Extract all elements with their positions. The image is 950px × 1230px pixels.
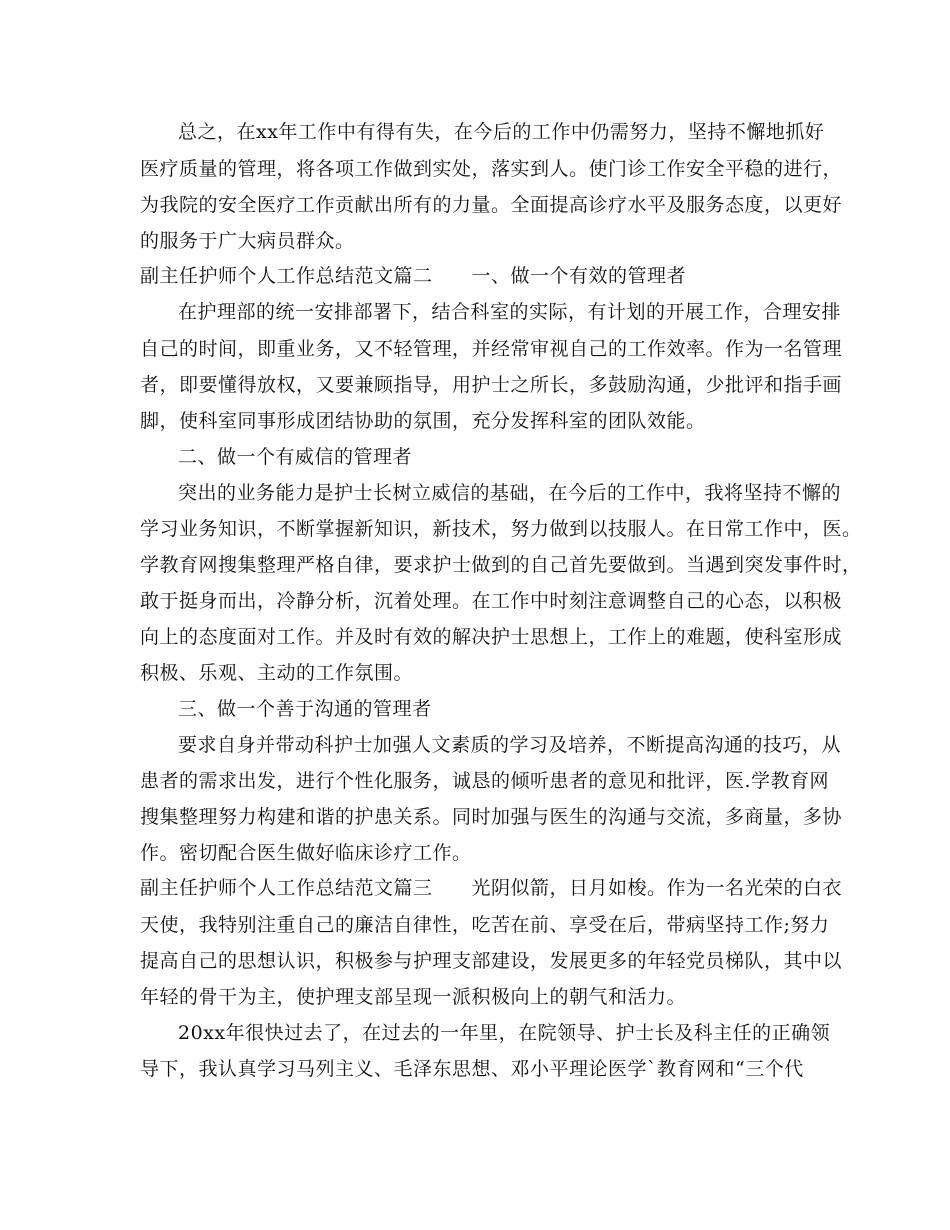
paragraph-line: 学教育网搜集整理严格自律，要求护士做到的自己首先要做到。当遇到突发事件时，: [140, 554, 862, 576]
paragraph-line: 医疗质量的管理，将各项工作做到实处，落实到人。使门诊工作安全平稳的进行，: [140, 158, 843, 180]
paragraph-line: 导下，我认真学习马列主义、毛泽东思想、邓小平理论医学`教育网和“三个代: [140, 1058, 804, 1080]
paragraph-line: 天使，我特别注重自己的廉洁自律性，吃苦在前、享受在后，带病坚持工作;努力: [140, 914, 830, 936]
paragraph-line: 作。密切配合医生做好临床诊疗工作。: [140, 842, 472, 864]
paragraph-line: 向上的态度面对工作。并及时有效的解决护士思想上，工作上的难题，使科室形成: [140, 626, 843, 648]
paragraph-line: 脚，使科室同事形成团结协助的氛围，充分发挥科室的团队效能。: [140, 410, 706, 432]
subheading-2: 二、做一个有威信的管理者: [178, 446, 413, 468]
paragraph-line: 自己的时间，即重业务，又不轻管理，并经常审视自己的工作效率。作为一名管理: [140, 338, 843, 360]
subheading-3: 三、做一个善于沟通的管理者: [178, 698, 432, 720]
paragraph-line: 要求自身并带动科护士加强人文素质的学习及培养，不断提高沟通的技巧，从: [178, 734, 842, 756]
paragraph-line: 敢于挺身而出，冷静分析，沉着处理。在工作中时刻注意调整自己的心态，以积极: [140, 590, 843, 612]
paragraph-line: 学习业务知识，不断掌握新知识，新技术，努力做到以技服人。在日常工作中，医。: [140, 518, 862, 540]
paragraph-line: 患者的需求出发，进行个性化服务，诚恳的倾听患者的意见和批评，医.学教育网: [140, 770, 830, 792]
paragraph-line: 突出的业务能力是护士长树立威信的基础，在今后的工作中，我将坚持不懈的: [178, 482, 842, 504]
paragraph-line: 者，即要懂得放权，又要兼顾指导，用护士之所长，多鼓励沟通，少批评和指手画: [140, 374, 843, 396]
section-heading-2: 副主任护师个人工作总结范文篇二 一、做一个有效的管理者: [140, 265, 687, 287]
paragraph-line: 积极、乐观、主动的工作氛围。: [140, 662, 414, 684]
paragraph-line: 的服务于广大病员群众。: [140, 230, 355, 252]
section-heading-3: 副主任护师个人工作总结范文篇三 光阴似箭，日月如梭。作为一名光荣的白衣: [140, 877, 843, 899]
paragraph-line: 搜集整理努力构建和谐的护患关系。同时加强与医生的沟通与交流，多商量，多协: [140, 806, 843, 828]
paragraph-line: 总之，在xx年工作中有得有失，在今后的工作中仍需努力，坚持不懈地抓好: [178, 121, 825, 143]
paragraph-line: 在护理部的统一安排部署下，结合科室的实际，有计划的开展工作，合理安排: [178, 301, 842, 323]
paragraph-line: 提高自己的思想认识，积极参与护理支部建设，发展更多的年轻党员梯队，其中以: [140, 950, 843, 972]
paragraph-line: 为我院的安全医疗工作贡献出所有的力量。全面提高诊疗水平及服务态度，以更好: [140, 194, 843, 216]
paragraph-line: 年轻的骨干为主，使护理支部呈现一派积极向上的朝气和活力。: [140, 986, 687, 1008]
paragraph-line: 20xx年很快过去了，在过去的一年里，在院领导、护士长及科主任的正确领: [178, 1022, 831, 1044]
